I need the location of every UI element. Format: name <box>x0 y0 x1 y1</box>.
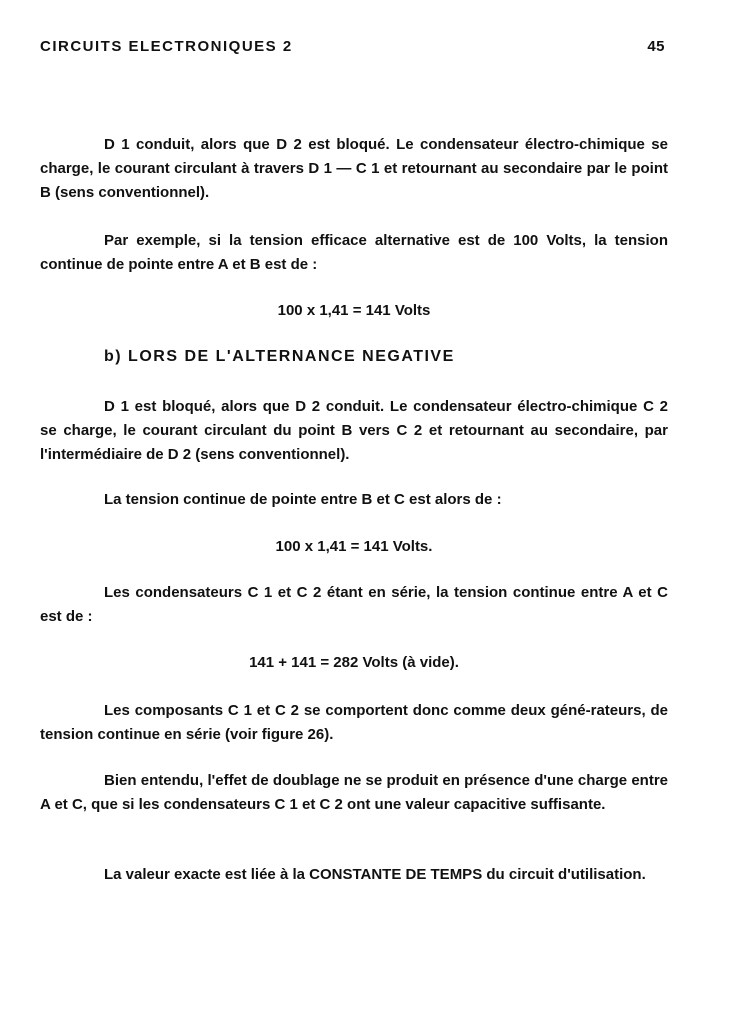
paragraph-2: Par exemple, si la tension efficace alternative est de 100 Volts, la tension continue de pointe entre A et B est de : <box>40 232 668 273</box>
paragraph-8: La valeur exacte est liée à la CONSTANTE DE TEMPS du circuit d'utilisation. <box>104 866 646 883</box>
paragraph-4: La tension continue de pointe entre B et C est alors de : <box>104 491 502 508</box>
paragraph-3: D 1 est bloqué, alors que D 2 conduit. Le condensateur électro-chimique C 2 se charge, le courant circulant du point B vers C 2 et retournant au secondaire, par l'intermédiaire de D 2 (sens conventionnel). <box>40 398 668 463</box>
section-heading-b: b) LORS DE L'ALTERNANCE NEGATIVE <box>104 348 455 365</box>
equation-1: 100 x 1,41 = 141 Volts <box>277 302 431 319</box>
running-title: CIRCUITS ELECTRONIQUES 2 <box>40 38 293 55</box>
page-number: 45 <box>647 38 665 55</box>
paragraph-6: Les composants C 1 et C 2 se comportent donc comme deux géné-rateurs, de tension continue en série (voir figure 26). <box>40 702 668 743</box>
paragraph-7: Bien entendu, l'effet de doublage ne se produit en présence d'une charge entre A et C, que si les condensateurs C 1 et C 2 ont une valeur capacitive suffisante. <box>40 772 668 813</box>
paragraph-1: D 1 conduit, alors que D 2 est bloqué. Le condensateur électro-chimique se charge, le courant circulant à travers D 1 — C 1 et retournant au secondaire par le point B (sens conventionnel). <box>40 136 668 201</box>
equation-2: 100 x 1,41 = 141 Volts. <box>275 538 433 555</box>
paragraph-5: Les condensateurs C 1 et C 2 étant en série, la tension continue entre A et C est de : <box>40 584 668 625</box>
equation-3: 141 + 141 = 282 Volts (à vide). <box>249 654 459 671</box>
